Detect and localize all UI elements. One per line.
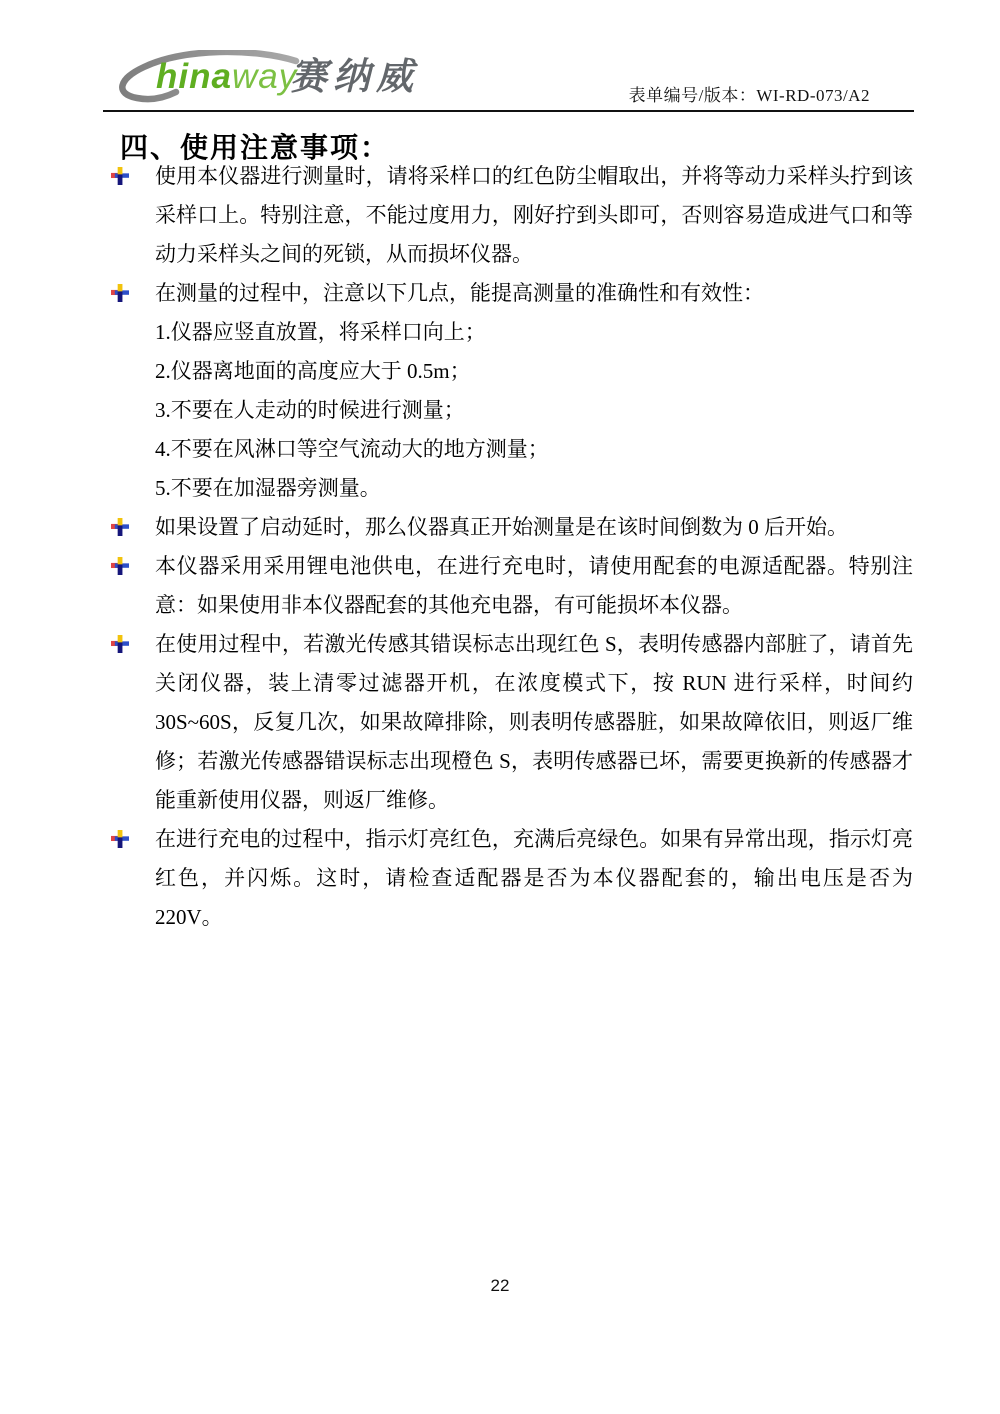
logo-text-hina: hina <box>156 57 232 96</box>
logo-text-chinese: 赛纳威 <box>290 56 419 97</box>
bullet-icon <box>111 518 129 536</box>
doc-code-version: 表单编号/版本：WI-RD-073/A2 <box>628 86 870 105</box>
bullet-icon <box>111 635 129 653</box>
bullet-item <box>155 625 913 820</box>
bullet-text: 本仪器采用采用锂电池供电，在进行充电时，请使用配套的电源适配器。特别注意：如果使用非本仪器配套的其他充电器，有可能损坏本仪器。 <box>155 554 913 617</box>
bullet-text: 在进行充电的过程中，指示灯亮红色，充满后亮绿色。如果有异常出现，指示灯亮红色，并闪烁。这时，请检查适配器是否为本仪器配套的，输出电压是否为 220V。 <box>155 827 913 929</box>
section-title: 四、使用注意事项： <box>120 132 391 163</box>
bullet-item <box>155 274 913 508</box>
bullet-item <box>155 820 913 937</box>
bullet-item <box>155 508 913 547</box>
numbered-sub-item: 1.仪器应竖直放置，将采样口向上； <box>155 320 486 344</box>
bullet-icon <box>111 284 129 302</box>
bullet-text: 在测量的过程中，注意以下几点，能提高测量的准确性和有效性： <box>155 281 764 305</box>
content <box>155 157 913 937</box>
numbered-sub-item: 2.仪器离地面的高度应大于 0.5m； <box>155 359 471 383</box>
bullet-text: 在使用过程中，若激光传感其错误标志出现红色 S，表明传感器内部脏了，请首先关闭仪器，装上清零过滤器开机，在浓度模式下，按 RUN 进行采样，时间约 30S~60S，反复几次，如果故障排除，则表明传感器脏，如果故障依旧，则返厂维修；若激光传感器错误标志出现橙色 S，表明传感器已坏，需要更换新的传感器才能重新使用仪器，则返厂维修。 <box>155 632 913 812</box>
bullet-icon <box>111 167 129 185</box>
numbered-sub-item: 4.不要在风淋口等空气流动大的地方测量； <box>155 437 549 461</box>
brand-logo <box>112 48 532 110</box>
logo-text-way: way <box>231 57 298 96</box>
bullet-icon <box>111 557 129 575</box>
numbered-sub-item: 3.不要在人走动的时候进行测量； <box>155 398 465 422</box>
bullet-item <box>155 157 913 274</box>
bullet-icon <box>111 830 129 848</box>
numbered-sub-item: 5.不要在加湿器旁测量。 <box>155 476 381 500</box>
page-number: 22 <box>490 1276 510 1295</box>
bullet-item <box>155 547 913 625</box>
logo-latin-text <box>156 57 297 97</box>
bullet-text: 如果设置了启动延时，那么仪器真正开始测量是在该时间倒数为 0 后开始。 <box>155 515 848 539</box>
bullet-text: 使用本仪器进行测量时，请将采样口的红色防尘帽取出，并将等动力采样头拧到该采样口上。特别注意，不能过度用力，刚好拧到头即可，否则容易造成进气口和等动力采样头之间的死锁，从而损坏仪器。 <box>155 164 913 266</box>
header-rule <box>103 110 914 112</box>
